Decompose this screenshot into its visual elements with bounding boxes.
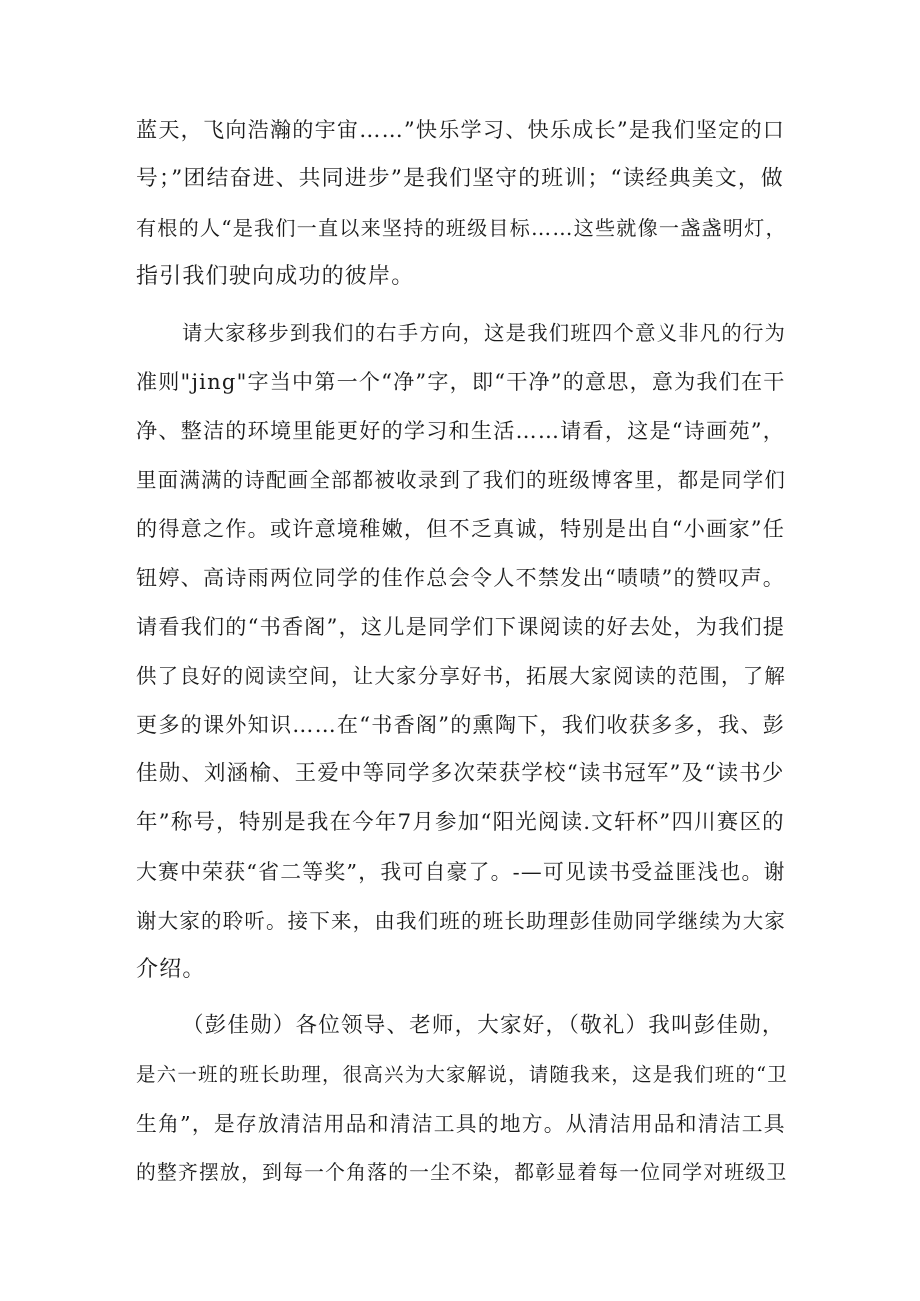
paragraph-2-line-3: 净、整洁的环境里能更好的学习和生活……请看，这是“诗画苑”，	[136, 418, 786, 443]
paragraph-2-line-11: 年”称号，特别是我在今年7月参加“阳光阅读.文轩杯”四川赛区的	[136, 810, 785, 835]
paragraph-1-line-2: 号；”团结奋进、共同进步”是我们坚守的班训；“读经典美文，做	[136, 166, 784, 191]
paragraph-2-line-2: 准则"jing"字当中第一个“净”字，即“干净”的意思，意为我们在干	[136, 369, 786, 394]
paragraph-2-line-13: 谢大家的聆听。接下来，由我们班的班长助理彭佳勋同学继续为大家	[136, 909, 787, 933]
paragraph-1-line-1: 蓝天，飞向浩瀚的宇宙……”快乐学习、快乐成长”是我们坚定的口	[136, 117, 786, 142]
paragraph-2-line-14: 介绍。	[136, 957, 206, 982]
paragraph-3-line-4: 的整齐摆放，到每一个角落的一尘不染，都彰显着每一位同学对班级卫	[136, 1161, 788, 1184]
paragraph-2-line-10: 佳勋、刘涵榆、王爱中等同学多次荣获学校“读书冠军”及“读书少	[136, 761, 785, 786]
paragraph-3-line-1: （彭佳勋）各位领导、老师，大家好，（敬礼）我叫彭佳勋，	[182, 1013, 785, 1038]
paragraph-2-line-8: 供了良好的阅读空间，让大家分享好书，拓展大家阅读的范围，了解	[136, 664, 787, 688]
paragraph-2-line-1: 请大家移步到我们的右手方向，这是我们班四个意义非凡的行为	[182, 321, 787, 345]
paragraph-3-line-2: 是六一班的班长助理，很高兴为大家解说，请随我来，这是我们班的“卫	[136, 1063, 788, 1086]
paragraph-2-line-12: 大赛中荣获“省二等奖”，我可自豪了。-—可见读书受益匪浅也。谢	[136, 860, 786, 884]
paragraph-1-line-3: 有根的人“是我们一直以来坚持的班级目标……这些就像一盏盏明灯，	[136, 216, 787, 240]
paragraph-3-line-3: 生角”，是存放清洁用品和清洁工具的地方。从清洁用品和清洁工具	[136, 1112, 786, 1136]
paragraph-2-line-6: 钮婷、高诗雨两位同学的佳作总会令人不禁发出“啧啧”的赞叹声。	[136, 565, 786, 590]
paragraph-2-line-4: 里面满满的诗配画全部都被收录到了我们的班级博客里，都是同学们	[136, 468, 787, 492]
paragraph-2-line-9: 更多的课外知识……在“书香阁”的熏陶下，我们收获多多，我、彭	[136, 712, 786, 737]
paragraph-2-line-5: 的得意之作。或许意境稚嫩，但不乏真诚，特别是出自“小画家”任	[136, 516, 786, 541]
paragraph-1-line-4: 指引我们驶向成功的彼岸。	[136, 264, 415, 289]
paragraph-2-line-7: 请看我们的“书香阁”，这儿是同学们下课阅读的好去处，为我们提	[136, 614, 786, 639]
